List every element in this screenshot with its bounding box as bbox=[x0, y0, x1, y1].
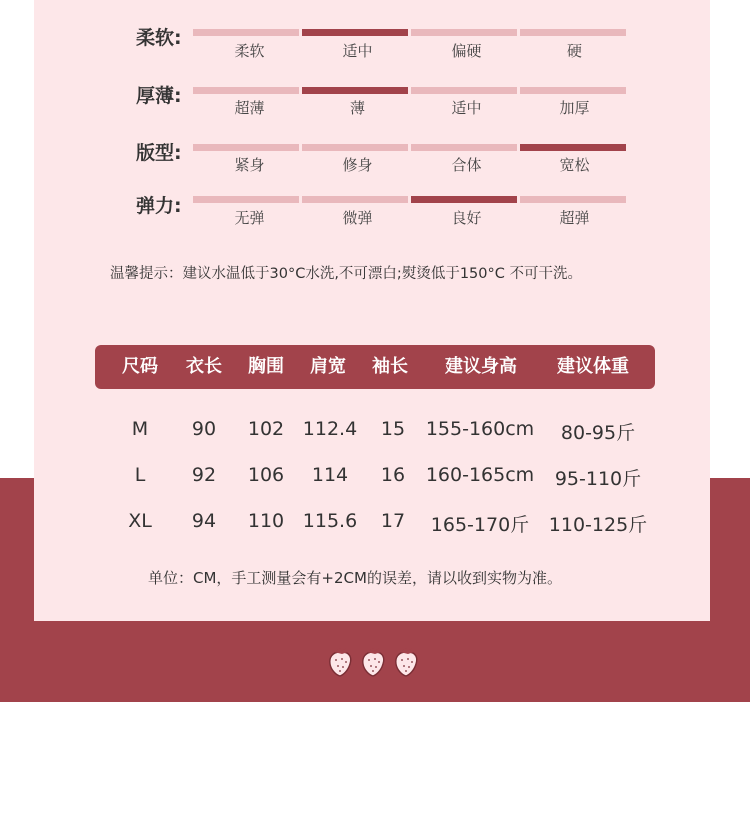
scale-option: 适中 bbox=[451, 99, 482, 117]
scale-segment-active bbox=[302, 87, 408, 94]
scale-segment bbox=[193, 196, 299, 203]
attribute-label: 厚薄: bbox=[136, 85, 182, 107]
column-header: 衣长 bbox=[186, 356, 222, 377]
scale-segment bbox=[193, 144, 299, 151]
strawberry-decoration bbox=[326, 644, 422, 678]
scale-segment-active bbox=[520, 144, 626, 151]
scale-option: 良好 bbox=[451, 209, 482, 227]
table-cell: 95-110斤 bbox=[554, 468, 642, 490]
scale-segment bbox=[520, 196, 626, 203]
table-cell: 94 bbox=[191, 510, 217, 532]
table-cell: 114 bbox=[311, 464, 349, 486]
scale-option: 偏硬 bbox=[451, 42, 482, 60]
table-cell: 15 bbox=[380, 418, 406, 440]
table-cell: 16 bbox=[380, 464, 406, 486]
scale-segment-active bbox=[302, 29, 408, 36]
table-cell: 110-125斤 bbox=[548, 514, 648, 536]
unit-note: 单位：CM，手工测量会有+2CM的误差，请以收到实物为准。 bbox=[148, 569, 562, 587]
care-tip: 温馨提示：建议水温低于30°C水洗,不可漂白;熨烫低于150°C 不可干洗。 bbox=[110, 266, 582, 282]
column-header: 尺码 bbox=[122, 356, 158, 377]
scale-option: 微弹 bbox=[342, 209, 373, 227]
scale-segment bbox=[411, 87, 517, 94]
scale-option: 超弹 bbox=[559, 209, 590, 227]
scale-option: 加厚 bbox=[559, 99, 590, 117]
column-header: 袖长 bbox=[372, 356, 408, 377]
scale-option: 柔软 bbox=[234, 42, 265, 60]
scale-option: 薄 bbox=[349, 99, 365, 117]
strawberry-icon bbox=[396, 648, 417, 676]
table-cell: 90 bbox=[191, 418, 217, 440]
strawberry-icon bbox=[330, 648, 351, 676]
attribute-label: 版型: bbox=[136, 142, 182, 164]
size-table-header bbox=[95, 345, 655, 389]
scale-option: 硬 bbox=[566, 42, 582, 60]
table-cell: 102 bbox=[247, 418, 285, 440]
table-cell: 155-160cm bbox=[425, 418, 535, 440]
table-cell: 160-165cm bbox=[425, 464, 535, 486]
scale-segment bbox=[302, 144, 408, 151]
column-header: 肩宽 bbox=[310, 356, 346, 377]
scale-option: 合体 bbox=[451, 156, 482, 174]
attribute-label: 柔软: bbox=[136, 27, 182, 49]
table-cell: 92 bbox=[191, 464, 217, 486]
scale-segment bbox=[520, 29, 626, 36]
table-cell: M bbox=[131, 418, 149, 440]
scale-option: 修身 bbox=[342, 156, 373, 174]
scale-option: 超薄 bbox=[234, 99, 265, 117]
scale-segment bbox=[302, 196, 408, 203]
table-cell: 80-95斤 bbox=[560, 422, 636, 444]
column-header: 建议体重 bbox=[557, 356, 629, 377]
scale-option: 紧身 bbox=[234, 156, 265, 174]
scale-segment bbox=[411, 29, 517, 36]
scale-option: 宽松 bbox=[559, 156, 590, 174]
table-cell: L bbox=[134, 464, 146, 486]
scale-option: 无弹 bbox=[234, 209, 265, 227]
table-cell: 17 bbox=[380, 510, 406, 532]
strawberry-icon bbox=[363, 648, 384, 676]
scale-segment-active bbox=[411, 196, 517, 203]
table-cell: 112.4 bbox=[302, 418, 358, 440]
scale-segment bbox=[193, 87, 299, 94]
table-cell: XL bbox=[128, 510, 152, 532]
table-cell: 106 bbox=[247, 464, 285, 486]
table-cell: 110 bbox=[247, 510, 285, 532]
scale-segment bbox=[411, 144, 517, 151]
column-header: 建议身高 bbox=[445, 356, 517, 377]
table-cell: 165-170斤 bbox=[430, 514, 530, 536]
scale-option: 适中 bbox=[342, 42, 373, 60]
scale-segment bbox=[520, 87, 626, 94]
table-cell: 115.6 bbox=[302, 510, 358, 532]
attribute-label: 弹力: bbox=[136, 195, 182, 217]
column-header: 胸围 bbox=[248, 356, 284, 377]
scale-segment bbox=[193, 29, 299, 36]
